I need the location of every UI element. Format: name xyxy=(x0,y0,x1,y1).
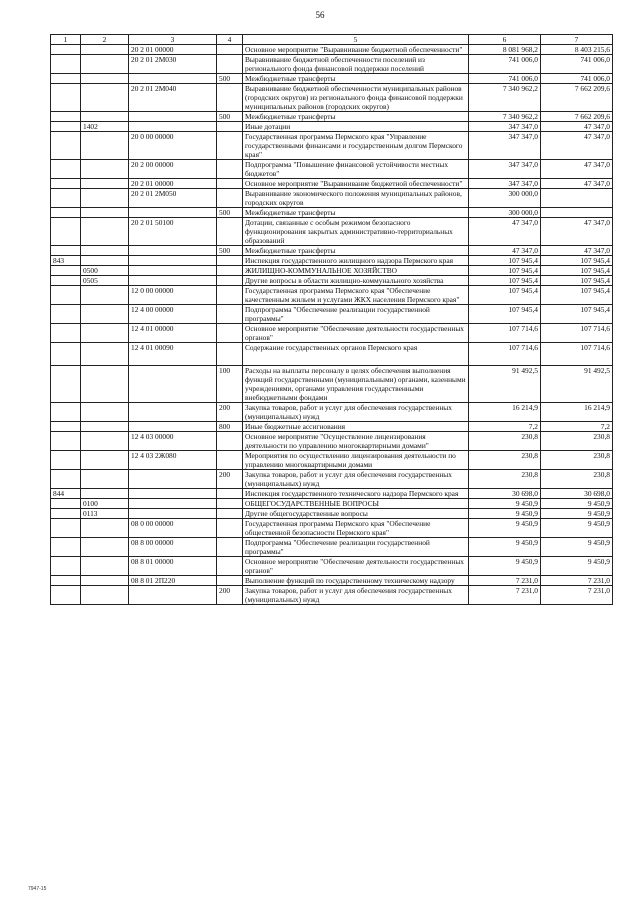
amount-year2-cell: 47 347,0 xyxy=(541,132,613,160)
item-name-cell: ЖИЛИЩНО-КОММУНАЛЬНОЕ ХОЗЯЙСТВО xyxy=(243,266,469,276)
section-code-cell xyxy=(81,557,129,576)
col-header-3: 3 xyxy=(129,35,217,45)
section-code-cell xyxy=(81,208,129,218)
amount-year1-cell: 347 347,0 xyxy=(469,160,541,179)
item-name-cell: Дотации, связанные с особым режимом безопасного функционирования закрытых административно-территориальных образований xyxy=(243,218,469,246)
amount-year2-cell: 741 006,0 xyxy=(541,55,613,74)
ministry-code-cell xyxy=(51,509,81,519)
item-name-cell: Иные бюджетные ассигнования xyxy=(243,422,469,432)
expense-type-cell xyxy=(217,576,243,586)
amount-year1-cell: 107 945,4 xyxy=(469,266,541,276)
item-name-cell: Основное мероприятие "Осуществление лицензирования деятельности по управлению многоквартирными домами" xyxy=(243,432,469,451)
target-article-cell xyxy=(129,499,217,509)
target-article-cell: 12 4 01 00000 xyxy=(129,324,217,343)
section-code-cell xyxy=(81,132,129,160)
section-code-cell xyxy=(81,286,129,305)
amount-year2-cell: 9 450,9 xyxy=(541,557,613,576)
target-article-cell xyxy=(129,422,217,432)
table-row xyxy=(51,84,613,112)
target-article-cell xyxy=(129,208,217,218)
section-code-cell xyxy=(81,112,129,122)
table-row xyxy=(51,538,613,557)
target-article-cell: 20 2 01 2М050 xyxy=(129,189,217,208)
item-name-cell: Межбюджетные трансферты xyxy=(243,208,469,218)
amount-year2-cell: 7 662 209,6 xyxy=(541,84,613,112)
expense-type-cell xyxy=(217,343,243,366)
ministry-code-cell xyxy=(51,189,81,208)
target-article-cell xyxy=(129,256,217,266)
amount-year1-cell: 9 450,9 xyxy=(469,538,541,557)
expense-type-cell: 500 xyxy=(217,208,243,218)
item-name-cell: Межбюджетные трансферты xyxy=(243,112,469,122)
amount-year1-cell: 30 698,0 xyxy=(469,489,541,499)
table-body xyxy=(51,45,613,605)
amount-year2-cell: 7 231,0 xyxy=(541,586,613,605)
target-article-cell xyxy=(129,403,217,422)
section-code-cell xyxy=(81,256,129,266)
section-code-cell xyxy=(81,451,129,470)
item-name-cell: Закупка товаров, работ и услуг для обеспечения государственных (муниципальных) нужд xyxy=(243,403,469,422)
amount-year2-cell: 47 347,0 xyxy=(541,160,613,179)
amount-year1-cell: 107 945,4 xyxy=(469,256,541,266)
table-row xyxy=(51,343,613,366)
amount-year2-cell: 8 403 215,6 xyxy=(541,45,613,55)
amount-year2-cell xyxy=(541,208,613,218)
amount-year1-cell: 47 347,0 xyxy=(469,246,541,256)
table-row xyxy=(51,246,613,256)
ministry-code-cell: 844 xyxy=(51,489,81,499)
amount-year1-cell: 16 214,9 xyxy=(469,403,541,422)
section-code-cell xyxy=(81,366,129,403)
target-article-cell xyxy=(129,74,217,84)
target-article-cell xyxy=(129,266,217,276)
col-header-6: 6 xyxy=(469,35,541,45)
item-name-cell: Основное мероприятие "Обеспечение деятельности государственных органов" xyxy=(243,324,469,343)
amount-year2-cell: 9 450,9 xyxy=(541,499,613,509)
ministry-code-cell xyxy=(51,432,81,451)
expense-type-cell xyxy=(217,55,243,74)
target-article-cell: 12 0 00 00000 xyxy=(129,286,217,305)
table-row xyxy=(51,112,613,122)
table-row xyxy=(51,489,613,499)
table-row xyxy=(51,160,613,179)
expense-type-cell xyxy=(217,160,243,179)
ministry-code-cell xyxy=(51,366,81,403)
item-name-cell: Инспекция государственного технического надзора Пермского края xyxy=(243,489,469,499)
amount-year2-cell: 16 214,9 xyxy=(541,403,613,422)
item-name-cell: Выполнение функций по государственному техническому надзору xyxy=(243,576,469,586)
ministry-code-cell xyxy=(51,122,81,132)
ministry-code-cell xyxy=(51,112,81,122)
section-code-cell xyxy=(81,576,129,586)
amount-year2-cell: 47 347,0 xyxy=(541,246,613,256)
amount-year2-cell: 107 945,4 xyxy=(541,305,613,324)
expense-type-cell xyxy=(217,189,243,208)
section-code-cell xyxy=(81,84,129,112)
col-header-5: 5 xyxy=(243,35,469,45)
table-row xyxy=(51,122,613,132)
expense-type-cell xyxy=(217,276,243,286)
item-name-cell: Межбюджетные трансферты xyxy=(243,246,469,256)
amount-year1-cell: 47 347,0 xyxy=(469,218,541,246)
item-name-cell: Основное мероприятие "Выравнивание бюджетной обеспеченности" xyxy=(243,179,469,189)
table-row xyxy=(51,509,613,519)
ministry-code-cell xyxy=(51,557,81,576)
table-row xyxy=(51,422,613,432)
amount-year1-cell: 300 000,0 xyxy=(469,208,541,218)
item-name-cell: Государственная программа Пермского края "Обеспечение общественной безопасности Пермского края" xyxy=(243,519,469,538)
target-article-cell: 20 2 01 00000 xyxy=(129,179,217,189)
item-name-cell: Мероприятия по осуществлению лицензирования деятельности по управлению многоквартирными домами xyxy=(243,451,469,470)
item-name-cell: Иные дотации xyxy=(243,122,469,132)
item-name-cell: Государственная программа Пермского края "Управление государственными финансами и государственным долгом Пермского края" xyxy=(243,132,469,160)
amount-year1-cell: 230,8 xyxy=(469,432,541,451)
table-row xyxy=(51,576,613,586)
amount-year2-cell: 107 714,6 xyxy=(541,343,613,366)
target-article-cell xyxy=(129,586,217,605)
ministry-code-cell xyxy=(51,160,81,179)
amount-year1-cell: 107 945,4 xyxy=(469,305,541,324)
ministry-code-cell xyxy=(51,422,81,432)
section-code-cell xyxy=(81,218,129,246)
item-name-cell: Подпрограмма "Повышение финансовой устойчивости местных бюджетов" xyxy=(243,160,469,179)
ministry-code-cell xyxy=(51,403,81,422)
section-code-cell xyxy=(81,189,129,208)
section-code-cell xyxy=(81,470,129,489)
page-number: 56 xyxy=(315,10,325,20)
table-row xyxy=(51,499,613,509)
expense-type-cell xyxy=(217,266,243,276)
ministry-code-cell xyxy=(51,324,81,343)
item-name-cell: Инспекция государственного жилищного надзора Пермского края xyxy=(243,256,469,266)
section-code-cell xyxy=(81,179,129,189)
table-row xyxy=(51,403,613,422)
table-row xyxy=(51,276,613,286)
amount-year1-cell: 107 714,6 xyxy=(469,343,541,366)
ministry-code-cell xyxy=(51,343,81,366)
amount-year2-cell: 47 347,0 xyxy=(541,218,613,246)
target-article-cell xyxy=(129,112,217,122)
target-article-cell xyxy=(129,470,217,489)
col-header-7: 7 xyxy=(541,35,613,45)
amount-year1-cell: 300 000,0 xyxy=(469,189,541,208)
table-row xyxy=(51,266,613,276)
item-name-cell: Другие вопросы в области жилищно-коммунального хозяйства xyxy=(243,276,469,286)
amount-year1-cell: 107 945,4 xyxy=(469,286,541,305)
expense-type-cell xyxy=(217,489,243,499)
target-article-cell: 20 2 01 2М030 xyxy=(129,55,217,74)
table-row xyxy=(51,470,613,489)
expense-type-cell: 500 xyxy=(217,112,243,122)
ministry-code-cell xyxy=(51,470,81,489)
expense-type-cell xyxy=(217,179,243,189)
ministry-code-cell: 843 xyxy=(51,256,81,266)
ministry-code-cell xyxy=(51,586,81,605)
target-article-cell xyxy=(129,246,217,256)
amount-year1-cell: 9 450,9 xyxy=(469,519,541,538)
ministry-code-cell xyxy=(51,538,81,557)
expense-type-cell xyxy=(217,218,243,246)
ministry-code-cell xyxy=(51,246,81,256)
amount-year2-cell: 7 662 209,6 xyxy=(541,112,613,122)
expense-type-cell xyxy=(217,499,243,509)
table-row xyxy=(51,45,613,55)
budget-table xyxy=(50,34,613,605)
item-name-cell: Основное мероприятие "Обеспечение деятельности государственных органов" xyxy=(243,557,469,576)
item-name-cell: Основное мероприятие "Выравнивание бюджетной обеспеченности" xyxy=(243,45,469,55)
amount-year2-cell: 230,8 xyxy=(541,432,613,451)
col-header-1: 1 xyxy=(51,35,81,45)
amount-year2-cell: 107 945,4 xyxy=(541,266,613,276)
section-code-cell xyxy=(81,55,129,74)
ministry-code-cell xyxy=(51,218,81,246)
ministry-code-cell xyxy=(51,286,81,305)
amount-year2-cell: 9 450,9 xyxy=(541,519,613,538)
target-article-cell xyxy=(129,489,217,499)
amount-year2-cell: 107 945,4 xyxy=(541,256,613,266)
expense-type-cell: 200 xyxy=(217,586,243,605)
expense-type-cell xyxy=(217,122,243,132)
amount-year2-cell xyxy=(541,189,613,208)
target-article-cell: 12 4 03 00000 xyxy=(129,432,217,451)
ministry-code-cell xyxy=(51,45,81,55)
amount-year1-cell: 741 006,0 xyxy=(469,55,541,74)
amount-year1-cell: 741 006,0 xyxy=(469,74,541,84)
item-name-cell: Другие общегосударственные вопросы xyxy=(243,509,469,519)
target-article-cell: 08 8 01 00000 xyxy=(129,557,217,576)
target-article-cell: 12 4 00 00000 xyxy=(129,305,217,324)
item-name-cell: Закупка товаров, работ и услуг для обеспечения государственных (муниципальных) нужд xyxy=(243,586,469,605)
item-name-cell: Выравнивание бюджетной обеспеченности поселений из регионального фонда финансовой поддержки поселений xyxy=(243,55,469,74)
expense-type-cell xyxy=(217,305,243,324)
expense-type-cell: 500 xyxy=(217,74,243,84)
section-code-cell xyxy=(81,432,129,451)
section-code-cell xyxy=(81,74,129,84)
expense-type-cell xyxy=(217,45,243,55)
col-header-2: 2 xyxy=(81,35,129,45)
amount-year1-cell: 7,2 xyxy=(469,422,541,432)
amount-year2-cell: 230,8 xyxy=(541,470,613,489)
table-row xyxy=(51,366,613,403)
amount-year2-cell: 107 945,4 xyxy=(541,286,613,305)
table-row xyxy=(51,218,613,246)
amount-year2-cell: 9 450,9 xyxy=(541,509,613,519)
amount-year2-cell: 47 347,0 xyxy=(541,122,613,132)
amount-year2-cell: 230,8 xyxy=(541,451,613,470)
item-name-cell: Выравнивание бюджетной обеспеченности муниципальных районов (городских округов) из регионального фонда финансовой поддержки муниципальных районов (городских округов) xyxy=(243,84,469,112)
header-row xyxy=(51,35,613,45)
target-article-cell: 20 0 00 00000 xyxy=(129,132,217,160)
ministry-code-cell xyxy=(51,55,81,74)
expense-type-cell xyxy=(217,84,243,112)
target-article-cell: 12 4 03 2Ж080 xyxy=(129,451,217,470)
expense-type-cell xyxy=(217,451,243,470)
table-row xyxy=(51,256,613,266)
target-article-cell xyxy=(129,366,217,403)
item-name-cell: Содержание государственных органов Пермского края xyxy=(243,343,469,366)
expense-type-cell xyxy=(217,132,243,160)
table-row xyxy=(51,451,613,470)
expense-type-cell xyxy=(217,432,243,451)
target-article-cell xyxy=(129,509,217,519)
section-code-cell xyxy=(81,538,129,557)
expense-type-cell xyxy=(217,324,243,343)
section-code-cell: 0505 xyxy=(81,276,129,286)
table-row xyxy=(51,208,613,218)
amount-year2-cell: 7 231,0 xyxy=(541,576,613,586)
target-article-cell: 08 8 00 00000 xyxy=(129,538,217,557)
table-row xyxy=(51,324,613,343)
section-code-cell xyxy=(81,586,129,605)
amount-year1-cell: 107 714,6 xyxy=(469,324,541,343)
table-row xyxy=(51,432,613,451)
footer-code: 7947-15 xyxy=(28,886,47,892)
item-name-cell: Расходы на выплаты персоналу в целях обеспечения выполнения функций государственными (муниципальными) органами, казенными учреждениями, органами управления государственными внебюджетными фондами xyxy=(243,366,469,403)
amount-year1-cell: 7 340 962,2 xyxy=(469,112,541,122)
ministry-code-cell xyxy=(51,266,81,276)
expense-type-cell xyxy=(217,557,243,576)
table-row xyxy=(51,519,613,538)
section-code-cell xyxy=(81,324,129,343)
amount-year1-cell: 107 945,4 xyxy=(469,276,541,286)
expense-type-cell: 100 xyxy=(217,366,243,403)
target-article-cell: 20 2 00 00000 xyxy=(129,160,217,179)
section-code-cell: 0500 xyxy=(81,266,129,276)
amount-year1-cell: 9 450,9 xyxy=(469,557,541,576)
amount-year2-cell: 107 714,6 xyxy=(541,324,613,343)
table-row xyxy=(51,557,613,576)
amount-year2-cell: 30 698,0 xyxy=(541,489,613,499)
section-code-cell: 0100 xyxy=(81,499,129,509)
amount-year2-cell: 7,2 xyxy=(541,422,613,432)
item-name-cell: Закупка товаров, работ и услуг для обеспечения государственных (муниципальных) нужд xyxy=(243,470,469,489)
amount-year1-cell: 7 231,0 xyxy=(469,576,541,586)
target-article-cell: 08 8 01 2П220 xyxy=(129,576,217,586)
amount-year1-cell: 230,8 xyxy=(469,451,541,470)
section-code-cell xyxy=(81,519,129,538)
amount-year1-cell: 9 450,9 xyxy=(469,499,541,509)
ministry-code-cell xyxy=(51,74,81,84)
col-header-4: 4 xyxy=(217,35,243,45)
target-article-cell: 20 2 01 00000 xyxy=(129,45,217,55)
section-code-cell xyxy=(81,403,129,422)
amount-year1-cell: 91 492,5 xyxy=(469,366,541,403)
section-code-cell: 1402 xyxy=(81,122,129,132)
item-name-cell: Выравнивание экономического положения муниципальных районов, городских округов xyxy=(243,189,469,208)
amount-year1-cell: 8 081 968,2 xyxy=(469,45,541,55)
section-code-cell xyxy=(81,246,129,256)
section-code-cell xyxy=(81,343,129,366)
expense-type-cell xyxy=(217,519,243,538)
amount-year1-cell: 347 347,0 xyxy=(469,132,541,160)
amount-year1-cell: 7 340 962,2 xyxy=(469,84,541,112)
ministry-code-cell xyxy=(51,132,81,160)
section-code-cell xyxy=(81,160,129,179)
table-row xyxy=(51,586,613,605)
section-code-cell: 0113 xyxy=(81,509,129,519)
target-article-cell: 20 2 01 50100 xyxy=(129,218,217,246)
expense-type-cell xyxy=(217,286,243,305)
ministry-code-cell xyxy=(51,179,81,189)
amount-year2-cell: 47 347,0 xyxy=(541,179,613,189)
amount-year2-cell: 91 492,5 xyxy=(541,366,613,403)
ministry-code-cell xyxy=(51,84,81,112)
ministry-code-cell xyxy=(51,276,81,286)
table-row xyxy=(51,55,613,74)
ministry-code-cell xyxy=(51,499,81,509)
expense-type-cell xyxy=(217,509,243,519)
amount-year1-cell: 347 347,0 xyxy=(469,179,541,189)
target-article-cell xyxy=(129,122,217,132)
item-name-cell: Подпрограмма "Обеспечение реализации государственной программы" xyxy=(243,538,469,557)
section-code-cell xyxy=(81,489,129,499)
item-name-cell: Государственная программа Пермского края "Обеспечение качественным жильем и услугами ЖКХ населения Пермского края" xyxy=(243,286,469,305)
expense-type-cell: 200 xyxy=(217,470,243,489)
amount-year1-cell: 347 347,0 xyxy=(469,122,541,132)
table-row xyxy=(51,189,613,208)
item-name-cell: Межбюджетные трансферты xyxy=(243,74,469,84)
ministry-code-cell xyxy=(51,519,81,538)
table-row xyxy=(51,305,613,324)
expense-type-cell: 500 xyxy=(217,246,243,256)
section-code-cell xyxy=(81,305,129,324)
table-row xyxy=(51,179,613,189)
section-code-cell xyxy=(81,45,129,55)
table-row xyxy=(51,74,613,84)
amount-year1-cell: 9 450,9 xyxy=(469,509,541,519)
expense-type-cell: 200 xyxy=(217,403,243,422)
expense-type-cell xyxy=(217,538,243,557)
ministry-code-cell xyxy=(51,451,81,470)
ministry-code-cell xyxy=(51,305,81,324)
target-article-cell: 20 2 01 2М040 xyxy=(129,84,217,112)
target-article-cell: 08 0 00 00000 xyxy=(129,519,217,538)
item-name-cell: Подпрограмма "Обеспечение реализации государственной программы" xyxy=(243,305,469,324)
amount-year2-cell: 741 006,0 xyxy=(541,74,613,84)
table-row xyxy=(51,286,613,305)
target-article-cell xyxy=(129,276,217,286)
amount-year1-cell: 7 231,0 xyxy=(469,586,541,605)
ministry-code-cell xyxy=(51,208,81,218)
item-name-cell: ОБЩЕГОСУДАРСТВЕННЫЕ ВОПРОСЫ xyxy=(243,499,469,509)
ministry-code-cell xyxy=(51,576,81,586)
amount-year2-cell: 9 450,9 xyxy=(541,538,613,557)
expense-type-cell: 800 xyxy=(217,422,243,432)
amount-year1-cell: 230,8 xyxy=(469,470,541,489)
amount-year2-cell: 107 945,4 xyxy=(541,276,613,286)
expense-type-cell xyxy=(217,256,243,266)
table-row xyxy=(51,132,613,160)
section-code-cell xyxy=(81,422,129,432)
target-article-cell: 12 4 01 00090 xyxy=(129,343,217,366)
